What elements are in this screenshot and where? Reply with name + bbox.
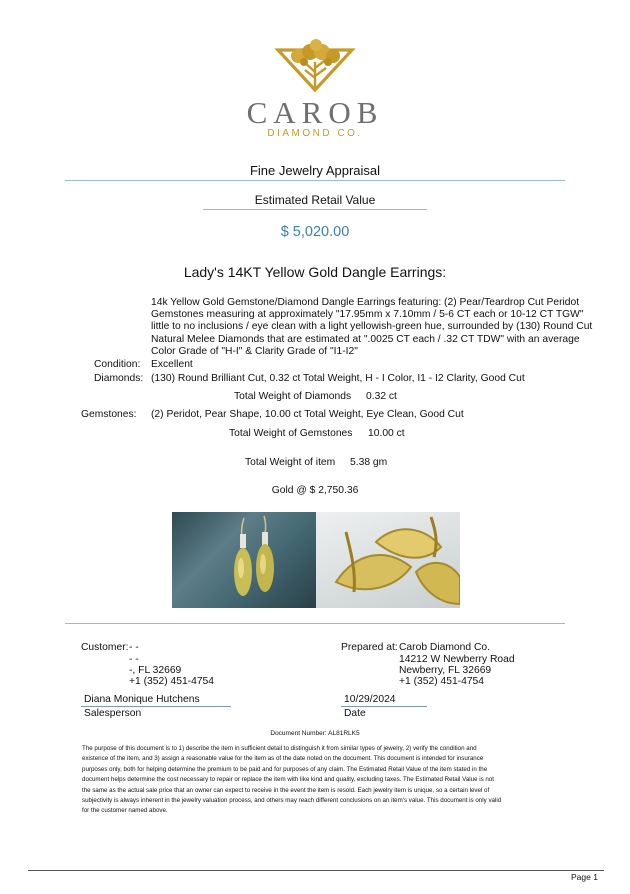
disclaimer-line: The purpose of this document is to 1) describe the item in sufficient detail to distinguish it from similar types of jewelry, 2) verify the condition and [82,745,477,752]
item-title: Lady's 14KT Yellow Gold Dangle Earrings: [183,264,447,280]
gold-price: Gold @ $ 2,750.36 [271,485,359,496]
date-label: Date [344,708,366,719]
prepared-label: Prepared at: [341,642,398,653]
diamonds-total-value: 0.32 ct [366,391,397,402]
prepared-line1: Carob Diamond Co. [399,642,490,653]
disclaimer-line: document helps determine the cost necessary to repair or replace the item with like kind and quality, excluding taxes. The Estimated Retail Value is not [82,776,495,784]
description-line: Gemstones measuring at approximately "17.95mm x 7.10mm / 5-6 CT each or 10-12 CT TGW" [151,309,584,321]
prepared-line3: Newberry, FL 32669 [399,665,492,676]
disclaimer-line: the same as the actual sale price that an owner can expect to receive in the event the item is resold. Each jewelry item is unique, so a certain level of [82,786,490,794]
earrings-photo-2 [316,512,460,608]
gemstones-total-value: 10.00 ct [368,428,405,439]
estimated-value: $ 5,020.00 [280,224,350,240]
prepared-line2: 14212 W Newberry Road [399,654,515,665]
earrings-photo-1 [172,512,316,608]
page-number: Page 1 [571,872,598,882]
prepared-phone: +1 (352) 451-4754 [399,676,485,687]
customer-line2: - - [129,654,139,665]
disclaimer-line: existence of the item, and 3) assign a reasonable value for the item as of the date noted on the document. This document is intended for insurance [82,755,484,763]
description-line: Natural Melee Diamonds that are estimated at ".0025 CT each / .32 CT TDW" with an average [151,333,580,345]
item-total-label: Total Weight of item [245,457,336,468]
item-total-value: 5.38 gm [350,457,388,468]
disclaimer-line: purposes only, both for helping determine the premium to be paid and for purposes of any claim. The Estimated Retail Value of the item stated in the [82,765,488,773]
gemstones-total-label: Total Weight of Gemstones [229,428,353,439]
brand-name: CAROB [246,95,384,130]
diamonds-label: Diamonds: [94,373,144,384]
customer-line1: - - [129,642,139,653]
customer-label: Customer: [81,642,129,653]
gemstones-label: Gemstones: [81,409,137,420]
document-title: Fine Jewelry Appraisal [249,163,381,178]
photos-rule [65,623,565,624]
brand-subtitle: DIAMOND CO. [267,128,363,139]
customer-line3: -, FL 32669 [129,665,182,676]
description-line: 14k Yellow Gold Gemstone/Diamond Dangle Earrings featuring: (2) Pear/Teardrop Cut Peridot [151,297,580,308]
document-number: Document Number: AL81RLK5 [270,730,360,737]
gemstones-value: (2) Peridot, Pear Shape, 10.00 ct Total Weight, Eye Clean, Good Cut [151,409,464,420]
title-rule [65,180,565,181]
diamonds-total-label: Total Weight of Diamonds [234,391,352,402]
disclaimer [82,744,562,817]
carob-tree-logo-icon [272,38,358,98]
disclaimer-line: for the customer named above. [82,807,168,815]
diamonds-value: (130) Round Brilliant Cut, 0.32 ct Total Weight, H - I Color, I1 - I2 Clarity, Good Cut [151,373,525,384]
customer-phone: +1 (352) 451-4754 [129,676,215,687]
date-rule [341,706,427,707]
estimated-value-label: Estimated Retail Value [254,193,376,207]
estimated-rule [203,209,427,210]
item-description [151,297,601,358]
description-line: Color Grade of "H-I" & Clarity Grade of "I1-I2" [151,345,358,357]
salesperson-name: Diana Monique Hutchens [84,694,200,705]
condition-value: Excellent [151,359,193,370]
condition-label: Condition: [94,359,141,370]
salesperson-label: Salesperson [84,708,142,719]
footer-rule [28,870,604,871]
disclaimer-line: subjectivity is always inherent in the jewelry valuation process, and others may reach different conclusions on an item's value. This document is only valid [82,797,502,805]
description-line: little to no inclusions / eye clean with a light yellowish-green hue, surrounded by (130) Round Cut [151,321,593,333]
date-value: 10/29/2024 [344,694,396,705]
salesperson-rule [81,706,231,707]
